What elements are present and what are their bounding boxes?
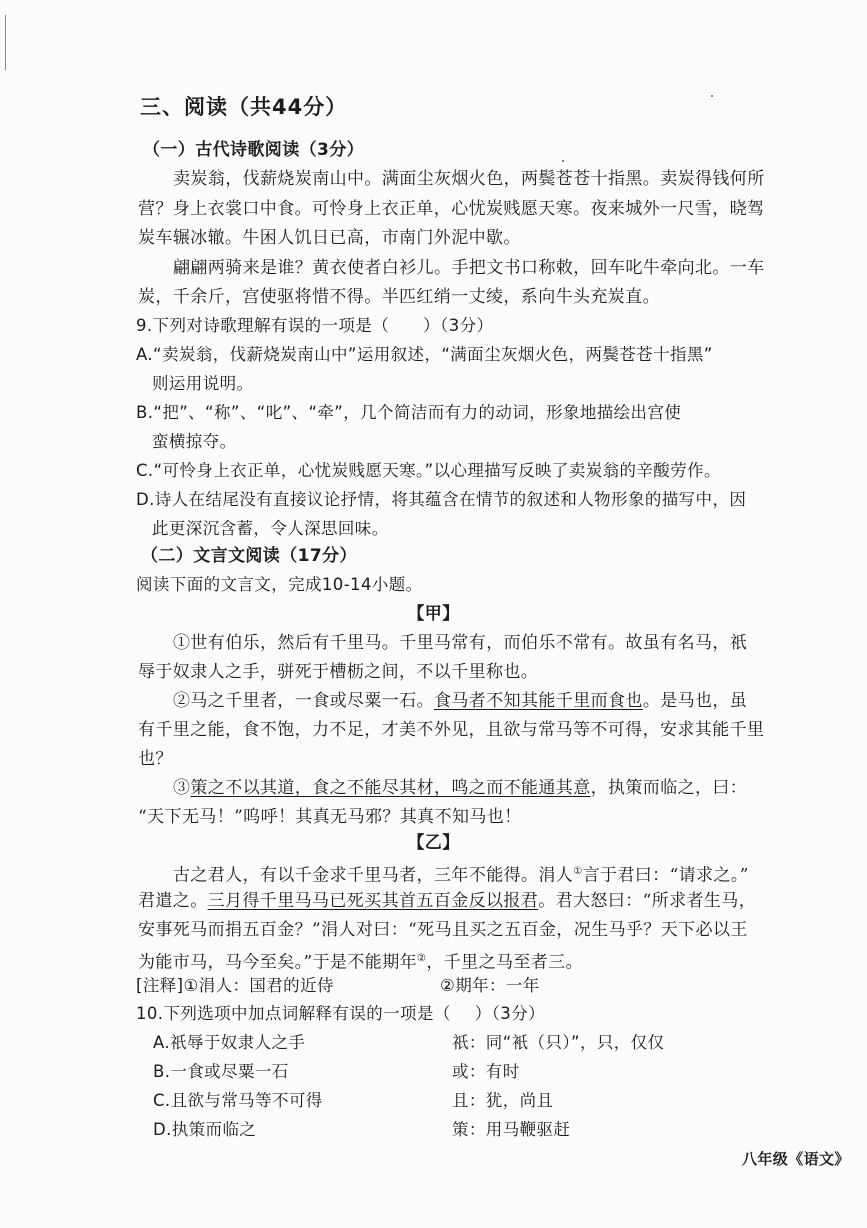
annotation-1: [注释]①涓人：国君的近侍 xyxy=(136,976,334,995)
passage-line: ③策之不以其道，食之不能尽其材，鸣之而不能通其意，执策而临之，曰： xyxy=(173,778,748,798)
q9-option-a: A.“卖炭翁，伐薪烧炭南山中”运用叙述，“满面尘灰烟火色，两鬓苍苍十指黑” xyxy=(136,345,713,364)
underlined-sentence: 三月得千里马马已死买其首五百金反以报君 xyxy=(207,891,539,911)
q9-option-b: B.“把”、“称”、“叱”、“牵”，几个简洁而有力的动词，形象地描绘出宫使 xyxy=(136,403,682,422)
section-title: 三、阅读（共44分） xyxy=(140,95,348,119)
q10-option-d-explanation: 策：用马鞭驱赶 xyxy=(452,1120,571,1139)
q10-option-b: B.一食或尽粟一石 xyxy=(153,1062,289,1081)
footnote-marker: ② xyxy=(417,953,427,964)
poem-line: 卖炭翁，伐薪烧炭南山中。满面尘灰烟火色，两鬓苍苍十指黑。卖炭得钱何所 xyxy=(173,169,765,189)
underlined-sentence: 策之不以其道，食之不能尽其材，鸣之而不能通其意 xyxy=(190,778,591,798)
poetry-heading: （一）古代诗歌阅读（3分） xyxy=(143,140,365,160)
classical-intro: 阅读下面的文言文，完成10-14小题。 xyxy=(136,575,423,594)
question-9-stem: 9.下列对诗歌理解有误的一项是（ ）（3分） xyxy=(136,316,494,335)
passage-line: 为能市马，马今至矣。”于是不能期年②，千里之马至者三。 xyxy=(138,952,583,973)
passage-line: 安事死马而捐五百金？”涓人对曰：“死马且买之五百金，况生马乎？天下必以王 xyxy=(138,920,748,940)
passage-line: 古之君人，有以千金求千里马者，三年不能得。涓人①言于君曰：“请求之。” xyxy=(173,865,749,886)
passage-line: 辱于奴隶人之手，骈死于槽枥之间，不以千里称也。 xyxy=(138,662,539,682)
q9-option-b-cont: 蛮横掠夺。 xyxy=(152,432,237,451)
q10-option-a-explanation: 祇：同“衹（只）”，只，仅仅 xyxy=(452,1033,665,1052)
footnote-marker: ① xyxy=(573,866,583,877)
q10-option-d: D.执策而临之 xyxy=(153,1120,257,1139)
passage-line: 也？ xyxy=(138,749,173,769)
q10-option-b-explanation: 或：有时 xyxy=(452,1062,520,1081)
poem-line: 营？身上衣裳口中食。可怜身上衣正单，心忧炭贱愿天寒。夜来城外一尺雪，晓驾 xyxy=(138,199,765,219)
passage-line: 有千里之能，食不饱，力不足，才美不外见，且欲与常马等不可得，安求其能千里 xyxy=(138,720,765,740)
passage-jia-title: 【甲】 xyxy=(407,604,460,624)
scan-edge-line xyxy=(5,15,6,70)
question-10-stem: 10.下列选项中加点词解释有误的一项是（ ）（3分） xyxy=(136,1004,545,1023)
q9-option-c: C.“可怜身上衣正单，心忧炭贱愿天寒。”以心理描写反映了卖炭翁的辛酸劳作。 xyxy=(136,461,721,480)
page-footer: 八年级《语文》 xyxy=(742,1150,850,1168)
q10-option-a: A.祇辱于奴隶人之手 xyxy=(153,1033,306,1052)
scan-speck xyxy=(562,160,564,162)
scan-speck xyxy=(711,95,713,97)
classical-heading: （二）文言文阅读（17分） xyxy=(141,546,357,566)
poem-line: 炭，千余斤，宫使驱将惜不得。半匹红绡一丈绫，系向牛头充炭直。 xyxy=(138,287,660,307)
poem-line: 翩翩两骑来是谁？黄衣使者白衫儿。手把文书口称敕，回车叱牛牵向北。一车 xyxy=(173,258,765,278)
q10-option-c-explanation: 且：犹，尚且 xyxy=(452,1091,554,1110)
passage-line: “天下无马！”呜呼！其真无马邪？其真不知马也！ xyxy=(138,807,522,827)
q9-option-d-cont: 此更深沉含蓄，令人深思回味。 xyxy=(152,519,389,538)
poem-line: 炭车辗冰辙。牛困人饥日已高，市南门外泥中歇。 xyxy=(138,228,521,248)
q9-option-a-cont: 则运用说明。 xyxy=(152,374,254,393)
q10-option-c: C.且欲与常马等不可得 xyxy=(153,1091,323,1110)
passage-line: ②马之千里者，一食或尽粟一石。食马者不知其能千里而食也。是马也，虽 xyxy=(173,691,748,711)
annotation-2: ②期年：一年 xyxy=(440,976,540,995)
passage-line: 君遣之。三月得千里马马已死买其首五百金反以报君。君大怒曰：“所求者生马， xyxy=(138,891,757,911)
q9-option-d: D.诗人在结尾没有直接议论抒情，将其蕴含在情节的叙述和人物形象的描写中，因 xyxy=(136,490,747,509)
passage-yi-title: 【乙】 xyxy=(407,833,460,853)
passage-line: ①世有伯乐，然后有千里马。千里马常有，而伯乐不常有。故虽有名马，祇 xyxy=(173,633,748,653)
underlined-sentence: 食马者不知其能千里而食也 xyxy=(434,691,643,711)
